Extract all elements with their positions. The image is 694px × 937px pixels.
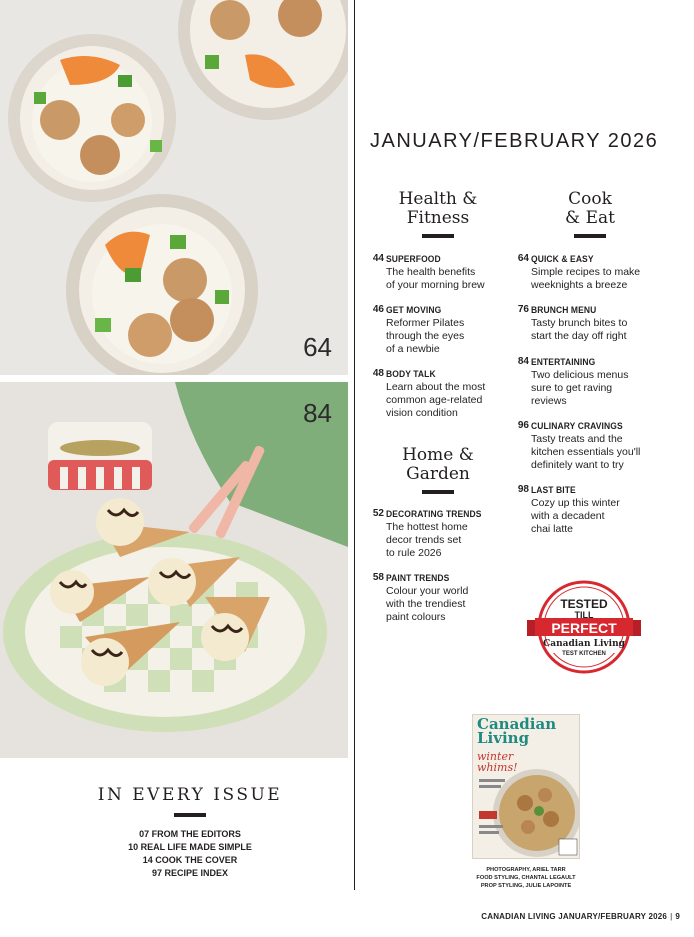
toc-entry-description [531,433,681,472]
desc-line: Learn about the most [386,381,486,393]
toc-entry-category: QUICK & EASY [531,253,594,265]
desc-line: Reformer Pilates [386,317,465,329]
toc-entry[interactable] [511,253,671,292]
toc-entry-description [531,369,671,408]
badge-line3: PERFECT [551,620,617,636]
section-heading-home-garden [388,446,488,494]
toc-entry-page: 58 [372,572,384,583]
desc-line: decor trends set [386,534,462,546]
desc-line: common age-related [386,394,483,406]
toc-entry-category: GET MOVING [386,304,442,316]
every-issue-item[interactable]: 97 RECIPE INDEX [151,868,229,878]
folio-page-number: 9 [675,912,680,921]
toc-entry-page: 64 [517,253,529,264]
toc-entry-category: CULINARY CRAVINGS [531,420,623,432]
badge-brand: Canadian Living [543,639,625,649]
folio-text: CANADIAN LIVING JANUARY/FEBRUARY 2026 [481,912,668,921]
column-divider [354,0,355,890]
folio-separator: | [670,912,673,921]
desc-line: Tasty treats and the [531,433,623,445]
toc-entry[interactable] [511,484,671,536]
desc-line: The hottest home [386,521,468,533]
toc-entry[interactable] [511,420,681,472]
badge-line1: TESTED [560,597,608,611]
toc-entry-page: 48 [372,368,384,379]
section-heading-line2: Fitness [406,208,470,228]
photo-rice-bowls [0,0,348,375]
every-issue-item[interactable]: 10 REAL LIFE MADE SIMPLE [128,842,252,852]
desc-line: Two delicious menus [531,369,629,381]
in-every-issue-list [0,828,380,880]
toc-entry-category: BODY TALK [386,368,436,380]
cover-headline-line1: winter [477,750,514,763]
page-ref-84: 84 [303,398,332,428]
photo-dessert-cones [0,382,348,758]
toc-entry-page: 52 [372,508,384,519]
desc-line: The health benefits [386,266,476,278]
toc-entry-page: 44 [372,253,384,264]
desc-line: through the eyes [386,330,465,342]
cover-brand-line1: Canadian [477,715,557,733]
cover-headline [477,751,518,773]
section-heading-line1: Cook [568,189,612,209]
credit-line: PHOTOGRAPHY, ARIEL TARR [486,867,566,873]
section-heading-line2: & Eat [565,208,615,228]
magazine-cover-thumbnail[interactable] [472,714,580,859]
toc-entry-category: SUPERFOOD [386,253,441,265]
badge-line2: TILL [574,610,594,620]
section-heading-line1: Health & [398,189,478,209]
badge-seal-icon [525,580,643,678]
toc-entry-category: BRUNCH MENU [531,304,597,316]
page-ref-64: 64 [303,332,332,362]
photo-credits [462,866,590,890]
toc-entry-description [386,317,526,356]
every-issue-item[interactable]: 14 COOK THE COVER [142,855,238,865]
desc-line: with the trendiest [386,598,466,610]
desc-line: chai latte [531,523,574,535]
toc-entry-description [531,317,671,343]
section-heading-line1: Home & [402,445,474,465]
section-heading-health-fitness [388,190,488,238]
section-heading-cook-eat [540,190,640,238]
desc-line: vision condition [386,407,458,419]
desc-line: sure to get raving [531,382,613,394]
toc-entry-page: 46 [372,304,384,315]
dessert-cones-illustration [0,382,348,758]
toc-entry[interactable] [511,304,671,343]
toc-entry-description [531,266,671,292]
toc-entry[interactable] [366,253,526,292]
toc-entry[interactable] [366,304,526,356]
toc-entry-category: LAST BITE [531,484,576,496]
toc-entry-category: ENTERTAINING [531,356,596,368]
toc-entry-description [386,521,526,560]
desc-line: of your morning brew [386,279,485,291]
toc-entry-page: 96 [517,420,529,431]
desc-line: with a decadent [531,510,605,522]
rice-bowls-illustration [0,0,348,375]
section-heading-line2: Garden [406,464,470,484]
section-heading-bar [574,234,606,238]
in-every-issue-heading: IN EVERY ISSUE [97,785,283,805]
tested-till-perfect-badge [525,580,643,678]
toc-entry-description [531,497,671,536]
section-heading-bar [422,234,454,238]
toc-entry-page: 84 [517,356,529,367]
toc-entry-description [386,381,526,420]
credit-line: FOOD STYLING, CHANTAL LEGAULT [476,875,576,881]
desc-line: start the day off right [531,330,627,342]
toc-entry[interactable] [511,356,671,408]
cover-headline-line2: whims! [477,761,518,774]
page-folio [481,912,680,921]
in-every-issue-bar [174,813,206,817]
credit-line: PROP STYLING, JULIE LAPOINTE [480,883,572,889]
every-issue-item[interactable]: 07 FROM THE EDITORS [139,829,241,839]
toc-entry-page: 98 [517,484,529,495]
desc-line: definitely want to try [531,459,624,471]
desc-line: of a newbie [386,343,440,355]
desc-line: reviews [531,395,567,407]
toc-entry-category: DECORATING TRENDS [386,508,482,520]
toc-entry-description [386,585,526,624]
section-heading-bar [422,490,454,494]
desc-line: paint colours [386,611,446,623]
desc-line: Simple recipes to make [531,266,641,278]
desc-line: to rule 2026 [386,547,442,559]
badge-sub: TEST KITCHEN [562,651,606,657]
desc-line: weeknights a breeze [531,279,628,291]
cover-brand-line2: Living [477,729,530,747]
toc-entry-page: 76 [517,304,529,315]
toc-entry[interactable] [366,508,526,560]
cover-brand [477,717,556,745]
desc-line: kitchen essentials you'll [531,446,641,458]
desc-line: Colour your world [386,585,469,597]
toc-entry-description [386,266,526,292]
issue-title: JANUARY/FEBRUARY 2026 [370,130,659,152]
toc-entry[interactable] [366,572,526,624]
desc-line: Cozy up this winter [531,497,620,509]
toc-entry-category: PAINT TRENDS [386,572,450,584]
toc-entry[interactable] [366,368,526,420]
desc-line: Tasty brunch bites to [531,317,628,329]
